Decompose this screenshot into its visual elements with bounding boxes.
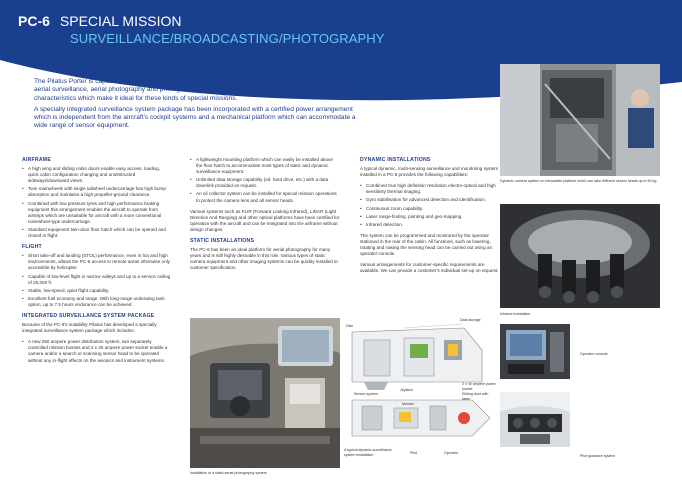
label-power-socket: 2 x 40 ampere power socket bbox=[462, 382, 496, 391]
operator-console-photo bbox=[500, 324, 570, 379]
list-item: • Standard equipment twin-door floor hatch which can be opened and closed in flight. bbox=[28, 227, 172, 239]
cockpit-illustration bbox=[500, 392, 570, 447]
dynamic-heading: DYNAMIC INSTALLATIONS bbox=[360, 157, 431, 163]
intro-text bbox=[34, 78, 364, 134]
iss-list bbox=[22, 339, 172, 363]
infrared-installation-photo bbox=[500, 204, 660, 308]
list-item: • Twin mainwheels with single tailwheel undercarriage has high bump absorption and maintains a high propeller-ground clearance. bbox=[28, 186, 172, 198]
list-item: • Short take-off and landing (STOL) performance, even in hot and high environments, allows the PC-6 access to remote areas otherwise only accessible by helicopter. bbox=[28, 253, 172, 271]
static-installation-photo bbox=[190, 318, 340, 468]
dynamic-paragraph-2: The system can be programmed and monitored by the operator stationed in the rear of the cabin. All functions, such as lowering, rotating and raising the sensing head can be carried out using an operator console. bbox=[360, 232, 493, 257]
title-label: SPECIAL MISSION bbox=[59, 13, 182, 29]
installation-diagram bbox=[344, 320, 494, 470]
diagram-caption: A typical dynamic surveillance system installation bbox=[344, 448, 392, 457]
list-item: • A lightweight mounting platform which can easily be installed above the floor hatch to accommodate most types of static and dynamic surveillance equipment. bbox=[196, 157, 340, 175]
infrared-sensor-illustration bbox=[500, 204, 660, 308]
infrared-photo-caption: Infrared installation bbox=[500, 312, 531, 316]
flight-list bbox=[22, 253, 172, 308]
label-operator: Operator bbox=[444, 451, 459, 455]
column-3 bbox=[360, 157, 500, 279]
dynamic-list bbox=[360, 183, 500, 228]
label-sensor-system: Sensor system bbox=[354, 392, 378, 396]
list-item: • Continuous zoom capability. bbox=[366, 206, 500, 212]
airframe-list bbox=[22, 166, 172, 239]
intro-paragraph-1: The Pilatus Porter is capable of a wide range of special missions including operations such as border patrol, aerial surveillance, aerial photography and photogrammetry. The aircraft has an airframe and flight characteristics which make it ideal for these kinds of special missions. bbox=[34, 78, 349, 102]
static-photo-caption: Installation of a static aerial photography system bbox=[190, 471, 267, 475]
column-1 bbox=[22, 157, 172, 369]
airframe-heading: AIRFRAME bbox=[22, 157, 51, 163]
systems-paragraph: Various systems such as FLIR (Forward Looking Infrared), LIDAR (Light Direction And Ranging) and other optical platforms have been certified for operation with the aircraft and can be integrated into the airframe without design changes. bbox=[190, 208, 340, 232]
dynamic-paragraph-3: Various arrangements for customer-specific requirements are available. We can provide a customer's individual set-up on request. bbox=[360, 262, 499, 274]
column-2 bbox=[190, 157, 340, 277]
intro-paragraph-2: A specially integrated surveillance system package has been incorporated with a certified power arrangement which is independent from the aircraft's cockpit systems and a mechanical platform which can accommodate a wide range of sensor equipment. bbox=[34, 105, 356, 130]
cabin-camera-illustration bbox=[190, 318, 340, 468]
iss-paragraph: Because of the PC-6's suitability Pilatus has developed a specially integrated surveillance system package which includes: bbox=[22, 322, 157, 334]
list-item: • An oil collector system can be installed for special mission operations to protect the camera lens and all sensor heads. bbox=[196, 191, 340, 203]
label-monitor: Monitor bbox=[402, 402, 414, 406]
label-joystick: Joystick bbox=[400, 388, 413, 392]
label-pilot: Pilot bbox=[410, 451, 417, 455]
operator-console-caption: Operator console bbox=[580, 352, 608, 356]
list-item: • Gyro stabilisation for advanced detection and identification. bbox=[366, 197, 500, 203]
dynamic-camera-photo bbox=[500, 64, 660, 176]
flight-heading: FLIGHT bbox=[22, 244, 42, 251]
page-subtitle: SURVEILLANCE/BROADCASTING/PHOTOGRAPHY bbox=[70, 31, 385, 46]
model-label: PC-6 bbox=[18, 13, 50, 29]
static-heading: STATIC INSTALLATIONS bbox=[190, 238, 255, 245]
pilot-guidance-caption: Pilot guidance system bbox=[580, 454, 615, 458]
dynamic-photo-caption: Dynamic camera system on retractable platform which can take different sensor heads up to 90 kg. bbox=[500, 179, 658, 183]
list-item: • A new 250 ampere power distribution system, two separately controlled mission busses and 2 x 40 ampere power socket enable a camera and/or a search or scanning sensor head to be operated without any in-flight effects on the avionics and instrument systems. bbox=[28, 339, 172, 363]
list-item: • Capable of low-level flight in narrow valleys and up to a service ceiling of 25,000 ft. bbox=[28, 274, 172, 286]
iss-heading: INTEGRATED SURVEILLANCE SYSTEM PACKAGE bbox=[22, 312, 155, 319]
list-item: • Combined true high definition resolution electro-optical and high sensitivity thermal imaging. bbox=[366, 183, 500, 195]
label-sliding-door: Sliding door with table bbox=[462, 392, 489, 401]
label-data-storage: Data storage bbox=[460, 318, 481, 322]
list-item: • A high wing and sliding cabin doors enable easy access, loading, quick cabin configuration changing and unobstructed sideways/downward views. bbox=[28, 166, 172, 184]
list-item: • Excellent fuel economy and range. With long-range underwing tank option, up to 7.5 hours endurance can be achieved. bbox=[28, 296, 172, 308]
list-item: • Infrared detection. bbox=[366, 222, 500, 228]
label-disk: Disk bbox=[346, 324, 353, 328]
list-item: • Laser range-finding, pointing and geo-mapping. bbox=[366, 214, 500, 220]
equipment-list bbox=[190, 157, 340, 204]
operator-console-illustration bbox=[500, 324, 570, 379]
static-paragraph: The PC-6 has been an ideal platform for aerial photography for many years and is still highly desirable in this role. Various types of static camera equipment and other imaging systems can be quickly installed to customer specification. bbox=[190, 247, 338, 271]
list-item: • Combined with low pressure tyres and high performance braking equipment this arrangement enables the aircraft to operate from airstrips which are unsuitable for aircraft with a more conventional nosewheel-type undercarriage. bbox=[28, 201, 172, 225]
page-title bbox=[18, 13, 182, 29]
list-item: • Stable, low-speed, quiet flight capability. bbox=[28, 288, 172, 294]
dynamic-paragraph: A typical dynamic, multi-sensing surveillance and monitoring system installed in a PC-6 provides the following capabilities: bbox=[360, 166, 499, 178]
list-item: • Unlimited data storage capability (ed. hard drive, etc.) with a data downlink provided on request. bbox=[196, 177, 340, 189]
camera-platform-illustration bbox=[500, 64, 660, 176]
pilot-guidance-photo bbox=[500, 392, 570, 447]
